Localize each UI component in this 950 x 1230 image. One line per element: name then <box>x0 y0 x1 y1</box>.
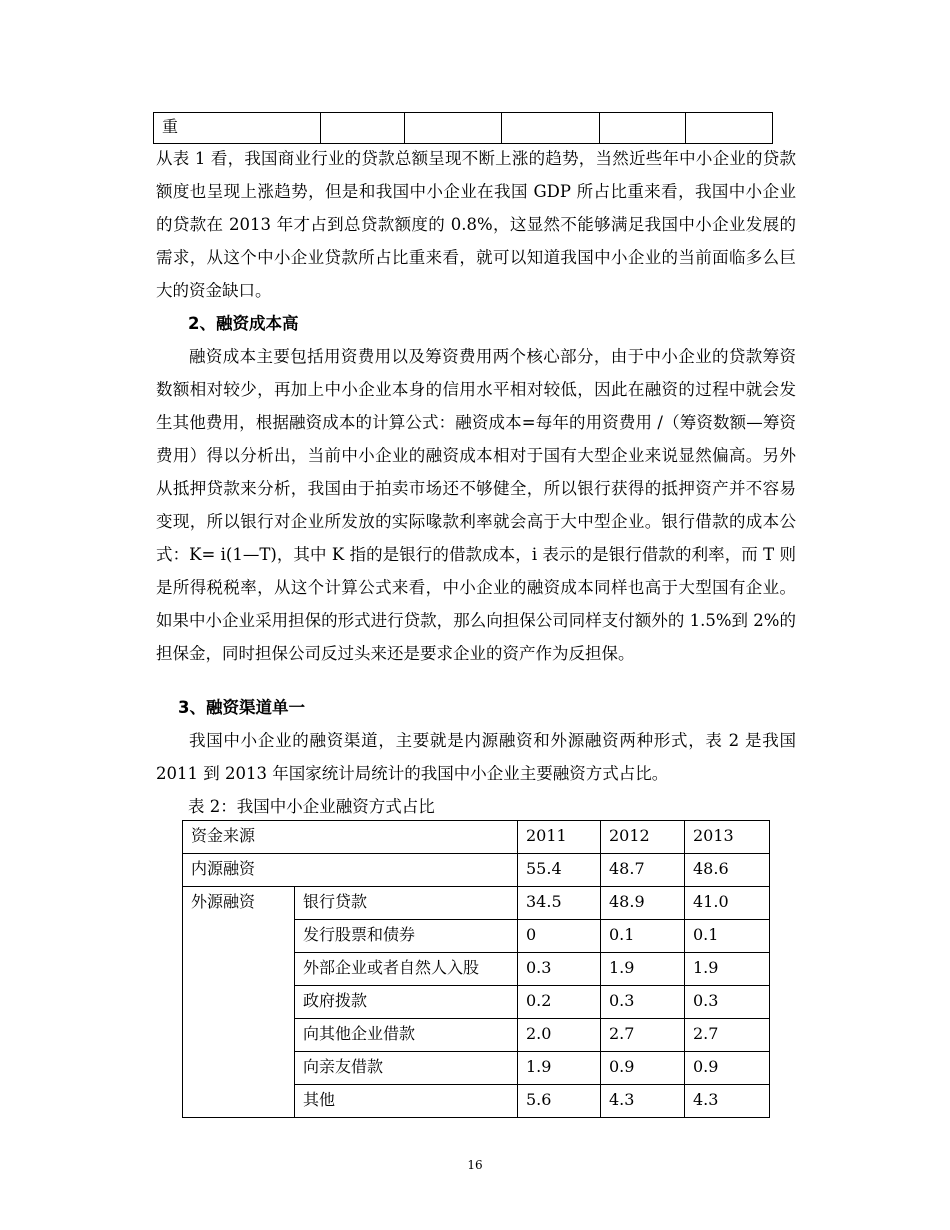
table-cell: 0.1 <box>601 920 685 953</box>
table-cell <box>502 113 600 144</box>
row-label: 内源融资 <box>183 854 518 887</box>
section-heading-3: 3、融资渠道单一 <box>178 698 305 717</box>
table-cell: 48.6 <box>685 854 770 887</box>
row-label: 向其他企业借款 <box>295 1019 518 1052</box>
table-cell: 0 <box>518 920 601 953</box>
table-cell <box>686 113 773 144</box>
table-cell: 2.7 <box>685 1019 770 1052</box>
table-cell: 55.4 <box>518 854 601 887</box>
table-cell <box>321 113 405 144</box>
table-1-tail <box>153 112 773 144</box>
table-cell: 41.0 <box>685 887 770 920</box>
header-year: 2012 <box>601 821 685 854</box>
table-cell: 0.3 <box>601 986 685 1019</box>
row-label: 政府拨款 <box>295 986 518 1019</box>
table-caption: 表 2：我国中小企业融资方式占比 <box>188 797 435 816</box>
table-row <box>154 113 773 144</box>
row-label: 银行贷款 <box>295 887 518 920</box>
group-label: 外源融资 <box>183 887 295 1118</box>
table-cell: 1.9 <box>685 953 770 986</box>
section-heading-2: 2、融资成本高 <box>188 314 299 333</box>
header-source: 资金来源 <box>183 821 518 854</box>
page-number: 16 <box>467 1158 483 1172</box>
paragraph-3: 我国中小企业的融资渠道，主要就是内源融资和外源融资两种形式，表 2 是我国 2011 到 2013 年国家统计局统计的我国中小企业主要融资方式占比。 <box>156 731 796 783</box>
header-year: 2011 <box>518 821 601 854</box>
table-cell: 0.2 <box>518 986 601 1019</box>
row-label: 外部企业或者自然人入股 <box>295 953 518 986</box>
table-cell: 0.1 <box>685 920 770 953</box>
table-cell: 4.3 <box>685 1085 770 1118</box>
table-cell: 48.7 <box>601 854 685 887</box>
table-cell <box>405 113 502 144</box>
table-header-row <box>183 821 770 854</box>
table-cell: 1.9 <box>601 953 685 986</box>
financing-table <box>182 820 770 1118</box>
paragraph-1: 从表 1 看，我国商业行业的贷款总额呈现不断上涨的趋势，当然近些年中小企业的贷款额度也呈现上涨趋势，但是和我国中小企业在我国 GDP 所占比重来看，我国中小企业的贷款在 2013 年才占到总贷款额度的 0.8%，这显然不能够满足我国中小企业发展的需求，从这个中小企业贷款所占比重来看，就可以知道我国中小企业的当前面临多么巨大的资金缺口。 <box>156 149 796 300</box>
table-cell: 5.6 <box>518 1085 601 1118</box>
header-year: 2013 <box>685 821 770 854</box>
table-cell: 4.3 <box>601 1085 685 1118</box>
table-cell: 2.0 <box>518 1019 601 1052</box>
table-row <box>183 887 770 920</box>
table-row <box>183 854 770 887</box>
row-label: 其他 <box>295 1085 518 1118</box>
table-cell: 0.9 <box>685 1052 770 1085</box>
table-cell: 48.9 <box>601 887 685 920</box>
table-cell: 1.9 <box>518 1052 601 1085</box>
table-cell: 重 <box>154 113 321 144</box>
table-cell: 2.7 <box>601 1019 685 1052</box>
row-label: 向亲友借款 <box>295 1052 518 1085</box>
table-cell: 0.3 <box>518 953 601 986</box>
row-label: 发行股票和债券 <box>295 920 518 953</box>
paragraph-2: 融资成本主要包括用资费用以及筹资费用两个核心部分，由于中小企业的贷款筹资数额相对较少，再加上中小企业本身的信用水平相对较低，因此在融资的过程中就会发生其他费用，根据融资成本的计算公式：融资成本=每年的用资费用 /（筹资数额—筹资费用）得以分析出，当前中小企业的融资成本相对于国有大型企业来说显然偏高。另外从抵押贷款来分析，我国由于拍卖市场还不够健全，所以银行获得的抵押资产并不容易变现，所以银行对企业所发放的实际喙款利率就会高于大中型企业。银行借款的成本公式：K= i(1—T)，其中 K 指的是银行的借款成本，i 表示的是银行借款的利率，而 T 则是所得税税率，从这个计算公式来看，中小企业的融资成本同样也高于大型国有企业。如果中小企业采用担保的形式进行贷款，那么向担保公司同样支付额外的 1.5%到 2%的担保金，同时担保公司反过头来还是要求企业的资产作为反担保。 <box>156 347 796 663</box>
table-cell: 0.3 <box>685 986 770 1019</box>
table-cell <box>600 113 686 144</box>
table-cell: 34.5 <box>518 887 601 920</box>
table-cell: 0.9 <box>601 1052 685 1085</box>
